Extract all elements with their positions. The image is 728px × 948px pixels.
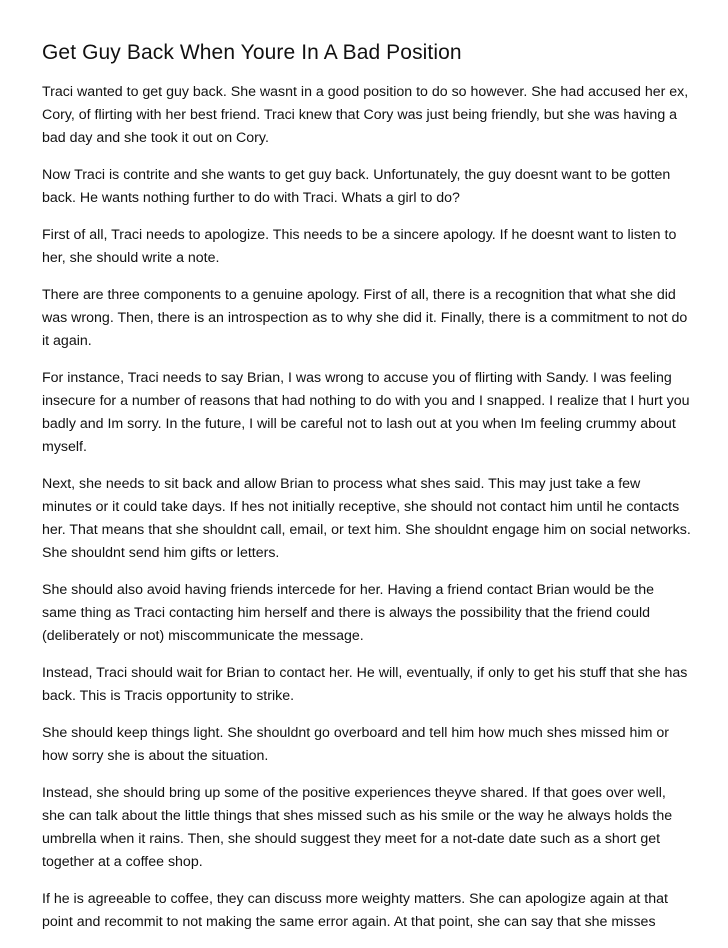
paragraph: For instance, Traci needs to say Brian, I was wrong to accuse you of flirting with Sandy. I was feeling insecure for a number of reasons that had nothing to do with you and I snapped. I realize that I hurt you badly and Im sorry. In the future, I will be careful not to lash out at you when Im feeling crummy about myself. xyxy=(42,370,690,455)
paragraph: Instead, she should bring up some of the positive experiences theyve shared. If that goes over well, she can talk about the little things that shes missed such as his smile or the way he always holds the umbrella when it rains. Then, she should suggest they meet for a not-date date such as a short get together at a coffee shop. xyxy=(42,785,673,870)
paragraph: Traci wanted to get guy back. She wasnt in a good position to do so however. She had accused her ex, Cory, of flirting with her best friend. Traci knew that Cory was just being friendly, but she was having a bad day and she took it out on Cory. xyxy=(42,84,689,146)
paragraph: There are three components to a genuine apology. First of all, there is a recognition that what she did was wrong. Then, there is an introspection as to why she did it. Finally, there is a commitment to not do it again. xyxy=(42,287,688,349)
document-title: Get Guy Back When Youre In A Bad Position xyxy=(42,41,462,64)
paragraph: She should keep things light. She shouldnt go overboard and tell him how much shes missed him or how sorry she is about the situation. xyxy=(42,725,669,764)
paragraph: She should also avoid having friends intercede for her. Having a friend contact Brian would be the same thing as Traci contacting him herself and there is always the possibility that the friend could (deliberately or not) miscommunicate the message. xyxy=(42,582,655,644)
paragraph: Next, she needs to sit back and allow Brian to process what shes said. This may just take a few minutes or it could take days. If hes not initially receptive, she should not contact him until he contacts her. That means that she shouldnt call, email, or text him. She shouldnt engage him on social networks. She shouldnt send him gifts or letters. xyxy=(42,476,691,561)
paragraph: First of all, Traci needs to apologize. This needs to be a sincere apology. If he doesnt want to listen to her, she should write a note. xyxy=(42,227,677,266)
paragraph: If he is agreeable to coffee, they can discuss more weighty matters. She can apologize again at that point and recommit to not making the same error again. At that point, she can say that she misses xyxy=(42,891,668,930)
document-page xyxy=(42,40,692,948)
paragraph: Instead, Traci should wait for Brian to contact her. He will, eventually, if only to get his stuff that she has back. This is Tracis opportunity to strike. xyxy=(42,665,688,704)
paragraph: Now Traci is contrite and she wants to get guy back. Unfortunately, the guy doesnt want to be gotten back. He wants nothing further to do with Traci. Whats a girl to do? xyxy=(42,167,671,206)
